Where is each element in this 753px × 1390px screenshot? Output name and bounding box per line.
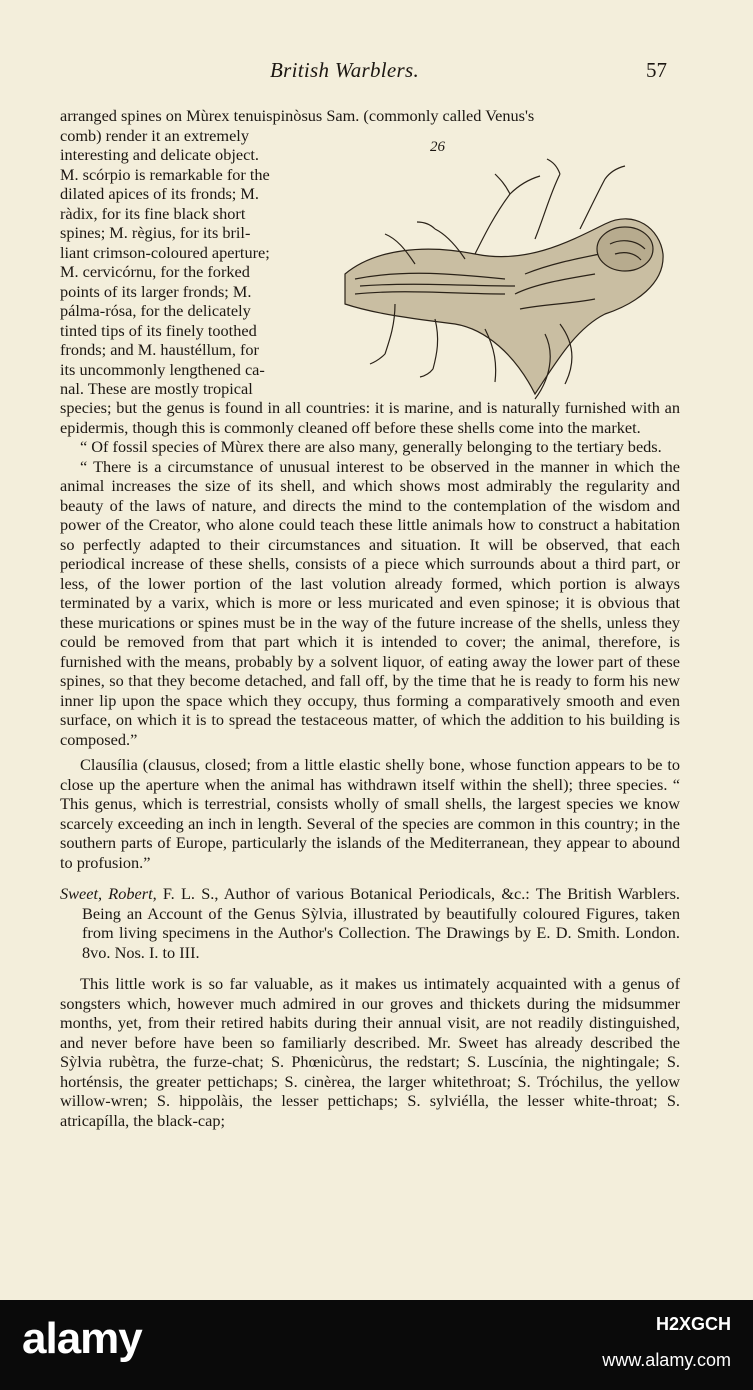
bibliography-entry [60,884,680,962]
shell-figure [335,138,680,419]
paragraph: species; but the genus is found in all countries: it is marine, and is naturally furnished with an epidermis, though this is commonly cleaned off before these shells come into the market. [60,398,680,437]
paragraph: This little work is so far valuable, as it makes us intimately acquainted with a genus of songsters which, however much admired in our groves and thickets during the midsummer months, yet, from their retired habits during their annual visit, are not readily distinguished, and never before have been so familiarly described. Mr. Sweet has already described the Sỳlvia rubètra, the furze-chat; S. Phœnicùrus, the redstart; S. Luscínia, the nightingale; S. horténsis, the greater pettichaps; S. cinèrea, the larger whitethroat; S. Tróchilus, the yellow willow-wren; S. hippolàis, the lesser pettichaps; S. sylviélla, the lesser white-throat; S. atricapílla, the black-cap; [60,974,680,1130]
text-line: comb) render it an extremely [60,125,249,145]
text-line: tinted tips of its finely toothed [60,320,257,340]
text-line: interesting and delicate object. [60,145,259,164]
text-line: arranged spines on Mùrex tenuispinòsus Sam. (commonly called Venus's [60,106,535,125]
alamy-logo: alamy [22,1314,142,1363]
murex-shell-engraving [335,154,670,409]
paragraph: “ There is a circumstance of unusual interest to be observed in the manner in which the animal increases the size of its shell, and which shows most admirably the regularity and beauty of the laws of nature, and directs the mind to the contemplation of the wisdom and power of the Creator, who alone could teach these little animals how to construct a habitation so perfectly adapted to their circumstances and situation. It will be observed, that each periodical increase of these shells, consists of a piece which surrounds about a third part, or less, of the lower portion of the last volution already formed, which portion is always terminated by a varix, which is more or less muricated and even spinose; it is obvious that these murications or spines must be in the way of the future increase of the shells, unless they could be removed from that part which it is intended to cover; the animal, therefore, is furnished with the means, probably by a solvent liquor, of eating away the lower part of these spines, so that they become detached, and fall off, by the time that he is ready to form his new inner lip upon the space which they occupy, thus forming a comparatively smooth and even surface, on which it is to spread the testaceous matter, of which the addition to his building is composed.” [60,456,680,749]
image-id: H2XGCH [655,1314,731,1334]
figure-number: 26 [430,138,445,155]
bib-author: Sweet, Robert, [60,884,157,903]
site-url: www.alamy.com [602,1350,731,1370]
paragraph: “ Of fossil species of Mùrex there are also many, generally belonging to the tertiary beds. [80,437,662,456]
text-line: nal. These are mostly tropical [60,379,253,398]
paragraph: Clausília (clausus, closed; from a little elastic shelly bone, whose function appears to be to close up the aperture when the animal has withdrawn itself within the shell); three species. “ This genus, which is terrestrial, consists wholly of small shells, the largest species we know scarcely exceeding an inch in length. Several of the species are common in this country; in the southern parts of Europe, particularly the islands of the Mediterranean, they appear to abound to profusion.” [60,755,680,872]
bib-text: F. L. S., Author of various Botanical Periodicals, &c.: The British Warblers. Being an Account of the Genus Sỳlvia, illustrated by beautifully coloured Figures, taken from living specimens in the Author's Collection. The Drawings by E. D. Smith. London. 8vo. Nos. I. to III. [82,884,680,962]
text-line: its uncommonly lengthened ca- [60,359,265,379]
text-line: ràdix, for its fine black short [60,203,246,223]
text-line: liant crimson-coloured aperture; [60,242,270,262]
text-line: points of its larger fronds; M. [60,281,252,301]
page-header [0,58,753,88]
text-line: M. cervicórnu, for the forked [60,262,250,281]
page-number: 57 [646,58,667,82]
text-line: spines; M. règius, for its bril- [60,223,251,242]
watermark-banner [0,1300,753,1390]
wrapped-text-block [60,106,680,423]
body-text [60,398,680,1130]
running-title: British Warblers. [270,58,420,82]
text-line: fronds; and M. haustéllum, for [60,340,259,359]
text-line: M. scórpio is remarkable for the [60,164,270,184]
text-line: dilated apices of its fronds; M. [60,184,259,203]
text-line: pálma-rósa, for the delicately [60,301,251,320]
